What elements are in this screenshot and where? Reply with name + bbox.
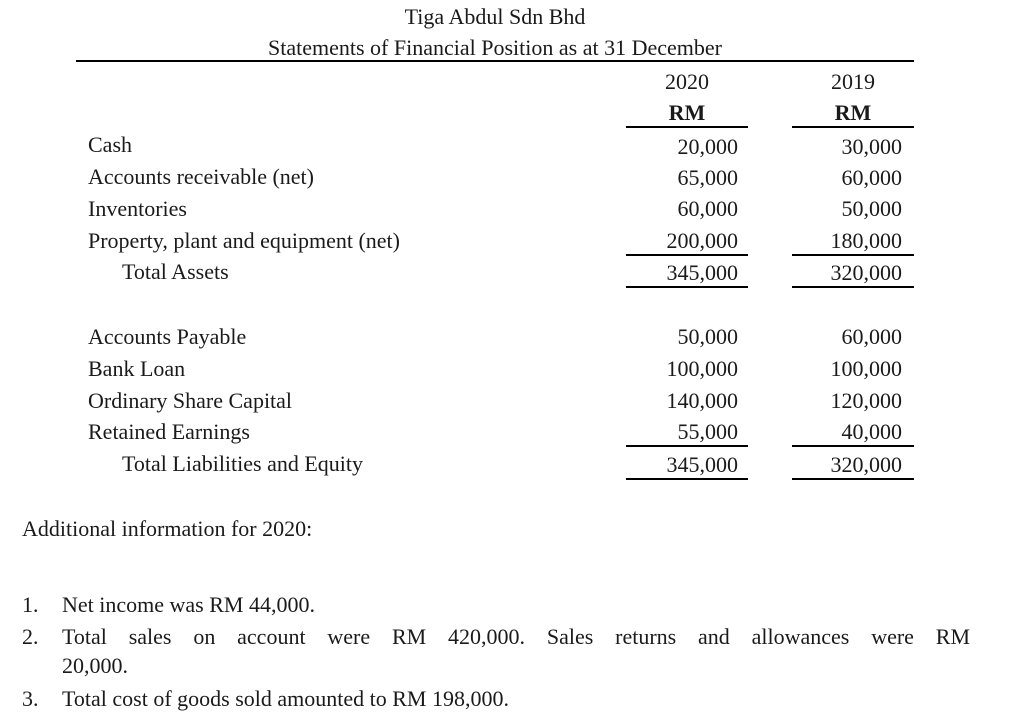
liability-bank-loan-2020: 100,000 [666,356,738,381]
note-2-number: 2. [22,624,39,649]
total-assets-rule-2020 [626,286,748,288]
total-assets-label: Total Assets [122,259,229,284]
note-3-number: 3. [22,686,39,711]
asset-receivables-2020: 65,000 [677,165,738,190]
liability-payable-2020: 50,000 [677,324,738,349]
asset-label-ppe: Property, plant and equipment (net) [88,228,400,253]
asset-receivables-2019: 60,000 [841,165,902,190]
asset-label-cash: Cash [88,132,132,157]
asset-inventories-2019: 50,000 [841,196,902,221]
equity-label-retained-earnings: Retained Earnings [88,419,250,444]
equity-retained-earnings-2020: 55,000 [677,419,738,444]
company-name: Tiga Abdul Sdn Bhd [404,4,586,29]
note-2-text-line1: Total sales on account were RM 420,000. Sales returns and allowances were RM [62,624,970,649]
total-assets-rule-2019 [792,286,914,288]
year-2020-header: 2020 [665,69,709,94]
total-le-2019: 320,000 [830,452,902,477]
equity-share-capital-2019: 120,000 [830,388,902,413]
asset-ppe-2020: 200,000 [666,228,738,253]
equity-label-share-capital: Ordinary Share Capital [88,388,293,413]
le-subtotal-rule-2019 [792,445,914,447]
asset-cash-2019: 30,000 [841,134,902,159]
note-1-text: Net income was RM 44,000. [62,592,315,617]
note-1-number: 1. [22,592,39,617]
assets-subtotal-rule-2020 [626,254,748,256]
total-le-rule-2019 [792,478,914,480]
le-subtotal-rule-2020 [626,445,748,447]
currency-2019-header: RM [834,100,872,125]
total-le-2020: 345,000 [666,452,738,477]
asset-label-receivables: Accounts receivable (net) [88,164,314,189]
asset-ppe-2019: 180,000 [830,228,902,253]
liability-label-payable: Accounts Payable [88,324,247,349]
equity-share-capital-2020: 140,000 [666,388,738,413]
currency-2019-underline [792,126,914,128]
asset-cash-2020: 20,000 [677,134,738,159]
total-assets-2019: 320,000 [830,260,902,285]
header-rule [76,60,914,62]
note-2-text-line2: 20,000. [62,653,128,678]
additional-info-heading: Additional information for 2020: [22,516,313,541]
currency-2020-underline [626,126,748,128]
total-le-label: Total Liabilities and Equity [122,451,364,476]
total-assets-2020: 345,000 [666,260,738,285]
liability-bank-loan-2019: 100,000 [830,356,902,381]
asset-label-inventories: Inventories [88,196,187,221]
liability-payable-2019: 60,000 [841,324,902,349]
equity-retained-earnings-2019: 40,000 [841,419,902,444]
asset-inventories-2020: 60,000 [677,196,738,221]
year-2019-header: 2019 [831,69,875,94]
assets-subtotal-rule-2019 [792,254,914,256]
liability-label-bank-loan: Bank Loan [88,356,186,381]
currency-2020-header: RM [668,100,706,125]
note-3-text: Total cost of goods sold amounted to RM 198,000. [62,686,509,711]
statement-title: Statements of Financial Position as at 31 December [268,35,722,60]
total-le-rule-2020 [626,478,748,480]
